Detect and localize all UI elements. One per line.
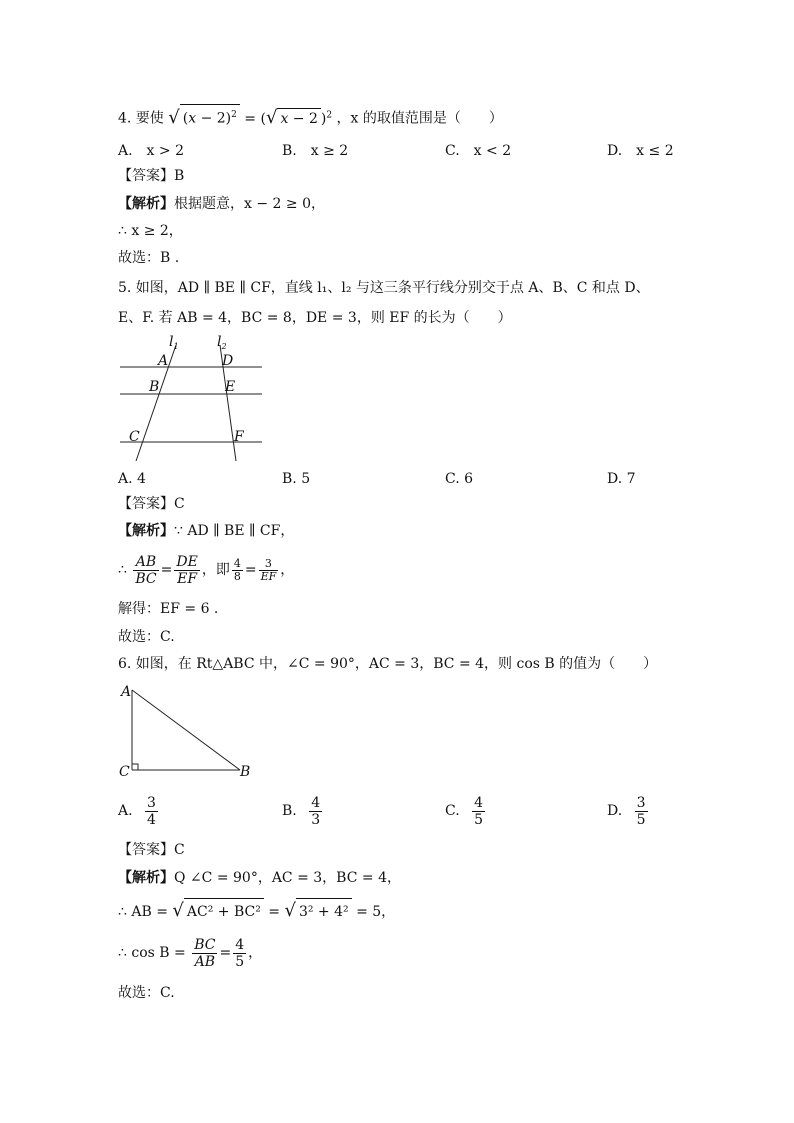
q5-option-b: B. 5 <box>282 471 311 487</box>
label-f: F <box>234 429 244 445</box>
q4-option-a: A. x > 2 <box>118 143 184 159</box>
fraction-3-ef: $\frac{3}{EF}$ <box>260 556 277 583</box>
radical-ac-bc: AC² + BC² <box>184 898 264 925</box>
label-l1: $l_1$ <box>169 334 179 351</box>
q5-proportion: ∴ $\frac{AB}{BC}$ = $\frac{DE}{EF}$ ，即 $\frac{4}{8}$ = $\frac{3}{EF}$ ， <box>118 553 295 587</box>
label-e: E <box>225 379 236 395</box>
q6-explanation-1 <box>118 868 401 888</box>
q6-choose: 故选：C. <box>118 985 175 1001</box>
q5-exp-label: 【解析】 <box>118 523 174 539</box>
q4-exp-line-1: 根据题意，x − 2 ≥ 0， <box>174 196 325 212</box>
right-angle-mark <box>132 764 138 770</box>
q6-exp-line-1: Q ∠C = 90°，AC = 3，BC = 4， <box>174 870 401 886</box>
q6-stem: 6. 如图，在 Rt△ABC 中，∠C = 90°，AC = 3，BC = 4，则 cos B 的值为（ ） <box>118 656 658 672</box>
q6-option-a: A. $\frac{3}{4}$ <box>118 794 156 828</box>
q4-stem-suffix: ，x 的取值范围是（ ） <box>336 110 503 127</box>
label-a: A <box>158 353 169 369</box>
q6-exp-label: 【解析】 <box>118 870 174 886</box>
label-l2: $l_2$ <box>217 334 227 351</box>
q5-figure <box>112 333 272 468</box>
label-b: B <box>240 764 251 780</box>
q6-answer: 【答案】C <box>118 842 185 858</box>
q4-option-d: D. x ≤ 2 <box>607 143 674 159</box>
q5-exp-line-1: ∵ AD ∥ BE ∥ CF， <box>174 523 295 539</box>
q4-condition: √ $(x - 2)^2$ = (√ x − 2 )$^2$ <box>168 111 336 127</box>
q4-answer: 【答案】B <box>118 168 185 184</box>
comma: ， <box>280 562 295 578</box>
side-ab <box>132 690 240 770</box>
q5-option-d: D. 7 <box>607 471 636 487</box>
q6-option-c: C. $\frac{4}{5}$ <box>445 794 484 828</box>
fraction-ab-bc: $\frac{AB}{BC}$ <box>135 553 157 587</box>
q5-option-c: C. 6 <box>445 471 474 487</box>
q6-cos-calc: ∴ cos B = $\frac{BC}{AB}$ = $\frac{4}{5}$ ， <box>118 936 263 970</box>
label-c: C <box>119 764 130 780</box>
q4-option-b: B. x ≥ 2 <box>282 143 349 159</box>
q4-exp-label: 【解析】 <box>118 196 174 212</box>
fraction-de-ef: $\frac{DE}{EF}$ <box>176 553 198 587</box>
q5-stem-line-1: 5. 如图，AD ∥ BE ∥ CF，直线 l₁、l₂ 与这三条平行线分别交于点 A、B、C 和点 D、 <box>118 280 650 296</box>
q4-stem <box>118 104 503 129</box>
fraction-4-5: $\frac{4}{5}$ <box>235 936 245 970</box>
therefore: ∴ <box>118 562 127 578</box>
q5-solve: 解得：EF = 6 . <box>118 601 219 617</box>
q6-figure <box>112 680 262 780</box>
ji-text: ，即 <box>201 562 230 578</box>
q4-stem-prefix: 4. 要使 <box>118 110 164 127</box>
label-a: A <box>121 684 132 700</box>
q5-answer: 【答案】C <box>118 496 185 512</box>
q6-option-b: B. $\frac{4}{3}$ <box>282 794 321 828</box>
q5-explanation-1 <box>118 521 294 541</box>
label-d: D <box>222 353 234 369</box>
q5-choose: 故选：C. <box>118 629 175 645</box>
q5-option-a: A. 4 <box>118 471 146 487</box>
label-b: B <box>149 379 160 395</box>
q6-ab-calc: ∴ AB = √ AC² + BC² = √ 3² + 4² = 5， <box>118 898 395 925</box>
q5-stem-line-2: E、F. 若 AB = 4，BC = 8，DE = 3，则 EF 的长为（ ） <box>118 310 512 326</box>
fraction-bc-ab: $\frac{BC}{AB}$ <box>194 936 216 970</box>
line-l1 <box>136 345 176 461</box>
q6-option-d: D. $\frac{3}{5}$ <box>607 794 646 828</box>
radical-3-4: 3² + 4² <box>296 898 352 925</box>
q4-explanation-1 <box>118 194 325 214</box>
label-c: C <box>129 429 140 445</box>
fraction-4-8: $\frac{4}{8}$ <box>233 556 241 583</box>
q4-option-c: C. x < 2 <box>445 143 512 159</box>
q4-exp-line-2: ∴ x ≥ 2， <box>118 223 183 239</box>
q4-exp-line-3: 故选：B . <box>118 250 180 266</box>
